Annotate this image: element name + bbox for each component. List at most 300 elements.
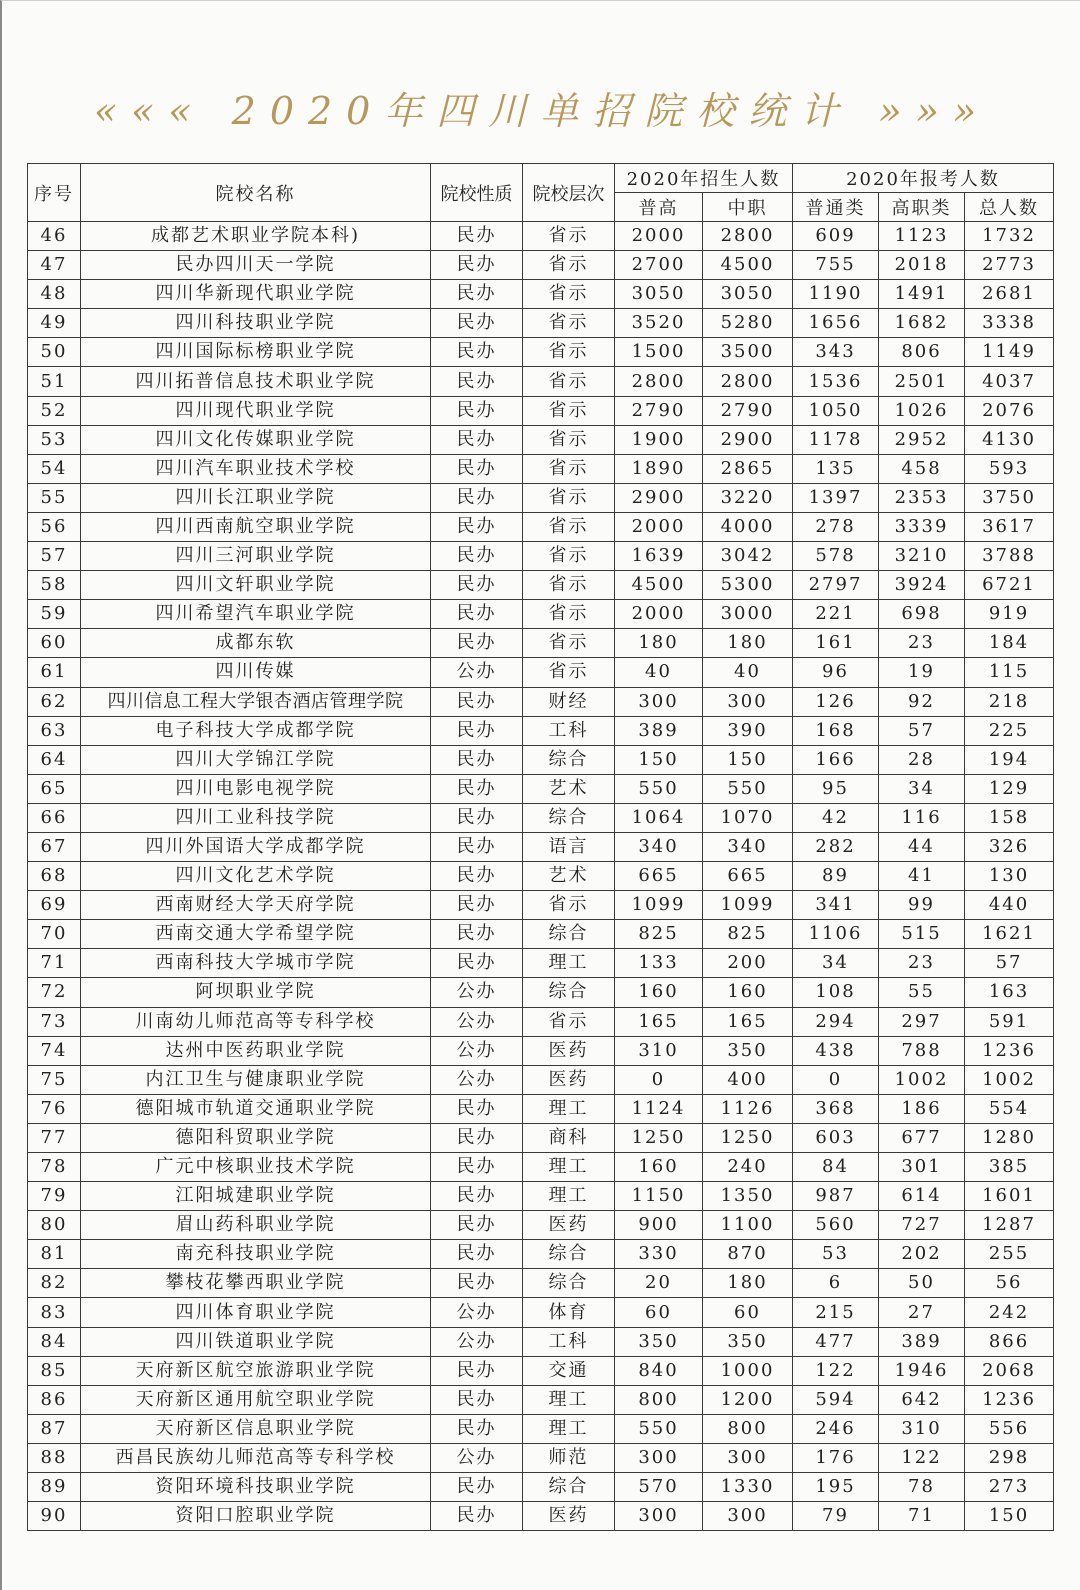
cell-gaozhi: 92 [879, 687, 965, 716]
cell-index: 69 [28, 891, 81, 920]
cell-nature: 民办 [431, 1502, 523, 1531]
cell-pugao: 330 [615, 1240, 703, 1269]
cell-level: 医药 [523, 1065, 615, 1094]
cell-gaozhi: 642 [879, 1385, 965, 1414]
cell-index: 85 [28, 1356, 81, 1385]
table-row [28, 832, 1054, 861]
cell-index: 76 [28, 1094, 81, 1123]
cell-gaozhi: 389 [879, 1327, 965, 1356]
cell-zhongzhi: 60 [703, 1298, 793, 1327]
table-row [28, 1065, 1054, 1094]
cell-putong: 1050 [793, 396, 879, 425]
cell-putong: 294 [793, 1007, 879, 1036]
cell-total: 56 [965, 1269, 1054, 1298]
cell-total: 2681 [965, 280, 1054, 309]
cell-putong: 368 [793, 1094, 879, 1123]
cell-putong: 603 [793, 1123, 879, 1152]
cell-nature: 民办 [431, 222, 523, 251]
table-row [28, 1502, 1054, 1531]
cell-total: 6721 [965, 571, 1054, 600]
cell-pugao: 665 [615, 862, 703, 891]
table-row [28, 1094, 1054, 1123]
cell-total: 130 [965, 862, 1054, 891]
cell-putong: 176 [793, 1443, 879, 1472]
cell-level: 艺术 [523, 774, 615, 803]
cell-putong: 1397 [793, 483, 879, 512]
cell-level: 理工 [523, 949, 615, 978]
cell-name: 内江卫生与健康职业学院 [81, 1065, 431, 1094]
cell-total: 591 [965, 1007, 1054, 1036]
cell-pugao: 160 [615, 978, 703, 1007]
cell-putong: 1106 [793, 920, 879, 949]
cell-index: 80 [28, 1211, 81, 1240]
cell-name: 眉山药科职业学院 [81, 1211, 431, 1240]
cell-putong: 168 [793, 716, 879, 745]
cell-putong: 126 [793, 687, 879, 716]
cell-putong: 53 [793, 1240, 879, 1269]
header-enroll-group: 2020年招生人数 [615, 164, 793, 193]
cell-index: 79 [28, 1182, 81, 1211]
cell-putong: 578 [793, 542, 879, 571]
cell-putong: 122 [793, 1356, 879, 1385]
cell-nature: 民办 [431, 338, 523, 367]
cell-level: 医药 [523, 1502, 615, 1531]
cell-level: 省示 [523, 338, 615, 367]
table-row [28, 1327, 1054, 1356]
cell-name: 攀枝花攀西职业学院 [81, 1269, 431, 1298]
cell-nature: 民办 [431, 629, 523, 658]
table-row [28, 920, 1054, 949]
cell-putong: 477 [793, 1327, 879, 1356]
cell-total: 385 [965, 1153, 1054, 1182]
cell-putong: 755 [793, 251, 879, 280]
cell-pugao: 60 [615, 1298, 703, 1327]
table-row [28, 1153, 1054, 1182]
cell-nature: 民办 [431, 1123, 523, 1152]
cell-nature: 民办 [431, 832, 523, 861]
cell-index: 74 [28, 1036, 81, 1065]
cell-name: 资阳口腔职业学院 [81, 1502, 431, 1531]
cell-zhongzhi: 150 [703, 745, 793, 774]
cell-gaozhi: 788 [879, 1036, 965, 1065]
cell-nature: 民办 [431, 512, 523, 541]
table-row [28, 280, 1054, 309]
cell-pugao: 350 [615, 1327, 703, 1356]
cell-pugao: 900 [615, 1211, 703, 1240]
cell-index: 57 [28, 542, 81, 571]
table-row [28, 396, 1054, 425]
cell-zhongzhi: 1070 [703, 803, 793, 832]
cell-nature: 民办 [431, 803, 523, 832]
cell-gaozhi: 19 [879, 658, 965, 687]
cell-index: 75 [28, 1065, 81, 1094]
cell-zhongzhi: 300 [703, 1443, 793, 1472]
cell-gaozhi: 297 [879, 1007, 965, 1036]
cell-level: 师范 [523, 1443, 615, 1472]
cell-total: 326 [965, 832, 1054, 861]
cell-index: 63 [28, 716, 81, 745]
cell-name: 四川工业科技学院 [81, 803, 431, 832]
cell-level: 交通 [523, 1356, 615, 1385]
cell-total: 593 [965, 454, 1054, 483]
cell-pugao: 1500 [615, 338, 703, 367]
cell-nature: 民办 [431, 862, 523, 891]
cell-index: 56 [28, 512, 81, 541]
cell-putong: 34 [793, 949, 879, 978]
cell-name: 四川西南航空职业学院 [81, 512, 431, 541]
cell-putong: 1536 [793, 367, 879, 396]
cell-zhongzhi: 665 [703, 862, 793, 891]
cell-index: 60 [28, 629, 81, 658]
table-row [28, 629, 1054, 658]
table-row [28, 1036, 1054, 1065]
cell-putong: 1190 [793, 280, 879, 309]
cell-level: 省示 [523, 891, 615, 920]
cell-gaozhi: 41 [879, 862, 965, 891]
cell-total: 4130 [965, 425, 1054, 454]
cell-level: 省示 [523, 600, 615, 629]
cell-total: 1601 [965, 1182, 1054, 1211]
cell-zhongzhi: 4000 [703, 512, 793, 541]
cell-pugao: 40 [615, 658, 703, 687]
table-row [28, 1473, 1054, 1502]
cell-nature: 民办 [431, 920, 523, 949]
cell-gaozhi: 27 [879, 1298, 965, 1327]
cell-total: 194 [965, 745, 1054, 774]
cell-putong: 89 [793, 862, 879, 891]
cell-zhongzhi: 5280 [703, 309, 793, 338]
cell-index: 68 [28, 862, 81, 891]
cell-zhongzhi: 200 [703, 949, 793, 978]
table-row [28, 978, 1054, 1007]
cell-index: 84 [28, 1327, 81, 1356]
cell-level: 综合 [523, 745, 615, 774]
cell-nature: 公办 [431, 978, 523, 1007]
cell-name: 德阳科贸职业学院 [81, 1123, 431, 1152]
cell-putong: 341 [793, 891, 879, 920]
cell-index: 53 [28, 425, 81, 454]
cell-zhongzhi: 1100 [703, 1211, 793, 1240]
cell-name: 西昌民族幼儿师范高等专科学校 [81, 1443, 431, 1472]
table-row [28, 1414, 1054, 1443]
cell-zhongzhi: 180 [703, 629, 793, 658]
cell-level: 综合 [523, 1240, 615, 1269]
cell-name: 四川文化艺术学院 [81, 862, 431, 891]
cell-level: 工科 [523, 1327, 615, 1356]
cell-name: 四川三河职业学院 [81, 542, 431, 571]
cell-pugao: 1250 [615, 1123, 703, 1152]
cell-index: 62 [28, 687, 81, 716]
cell-gaozhi: 1682 [879, 309, 965, 338]
cell-nature: 民办 [431, 1385, 523, 1414]
cell-total: 866 [965, 1327, 1054, 1356]
cell-level: 理工 [523, 1385, 615, 1414]
cell-level: 商科 [523, 1123, 615, 1152]
cell-zhongzhi: 3042 [703, 542, 793, 571]
header-apply-group: 2020年报考人数 [793, 164, 1054, 193]
cell-pugao: 3520 [615, 309, 703, 338]
cell-name: 四川文轩职业学院 [81, 571, 431, 600]
cell-pugao: 1150 [615, 1182, 703, 1211]
cell-gaozhi: 2501 [879, 367, 965, 396]
cell-level: 省示 [523, 542, 615, 571]
cell-gaozhi: 515 [879, 920, 965, 949]
cell-zhongzhi: 350 [703, 1036, 793, 1065]
cell-level: 理工 [523, 1153, 615, 1182]
cell-total: 115 [965, 658, 1054, 687]
cell-putong: 0 [793, 1065, 879, 1094]
table-row [28, 1443, 1054, 1472]
cell-level: 财经 [523, 687, 615, 716]
header-index: 序号 [28, 164, 81, 222]
cell-nature: 民办 [431, 454, 523, 483]
table-row [28, 891, 1054, 920]
cell-name: 四川科技职业学院 [81, 309, 431, 338]
cell-gaozhi: 3339 [879, 512, 965, 541]
table-row [28, 309, 1054, 338]
cell-total: 3617 [965, 512, 1054, 541]
cell-level: 省示 [523, 658, 615, 687]
cell-gaozhi: 23 [879, 949, 965, 978]
cell-gaozhi: 78 [879, 1473, 965, 1502]
cell-nature: 公办 [431, 1327, 523, 1356]
cell-pugao: 20 [615, 1269, 703, 1298]
cell-level: 省示 [523, 1007, 615, 1036]
cell-name: 四川长江职业学院 [81, 483, 431, 512]
cell-name: 天府新区通用航空职业学院 [81, 1385, 431, 1414]
cell-zhongzhi: 390 [703, 716, 793, 745]
cell-index: 47 [28, 251, 81, 280]
cell-index: 83 [28, 1298, 81, 1327]
cell-putong: 108 [793, 978, 879, 1007]
page-title: ««« 2020年四川单招院校统计 »»» [93, 89, 991, 133]
cell-gaozhi: 55 [879, 978, 965, 1007]
cell-zhongzhi: 4500 [703, 251, 793, 280]
cell-total: 1002 [965, 1065, 1054, 1094]
cell-gaozhi: 806 [879, 338, 965, 367]
header-zhongzhi: 中职 [703, 193, 793, 222]
cell-index: 61 [28, 658, 81, 687]
cell-putong: 987 [793, 1182, 879, 1211]
table-row [28, 600, 1054, 629]
cell-gaozhi: 614 [879, 1182, 965, 1211]
cell-index: 58 [28, 571, 81, 600]
cell-nature: 公办 [431, 1007, 523, 1036]
cell-pugao: 389 [615, 716, 703, 745]
cell-level: 工科 [523, 716, 615, 745]
cell-pugao: 825 [615, 920, 703, 949]
cell-name: 四川传媒 [81, 658, 431, 687]
cell-pugao: 165 [615, 1007, 703, 1036]
cell-pugao: 0 [615, 1065, 703, 1094]
cell-pugao: 800 [615, 1385, 703, 1414]
cell-level: 省示 [523, 629, 615, 658]
cell-zhongzhi: 350 [703, 1327, 793, 1356]
table-row [28, 1240, 1054, 1269]
cell-total: 1149 [965, 338, 1054, 367]
cell-gaozhi: 34 [879, 774, 965, 803]
cell-total: 242 [965, 1298, 1054, 1327]
cell-index: 64 [28, 745, 81, 774]
cell-total: 556 [965, 1414, 1054, 1443]
cell-putong: 609 [793, 222, 879, 251]
cell-gaozhi: 2353 [879, 483, 965, 512]
cell-name: 四川体育职业学院 [81, 1298, 431, 1327]
cell-pugao: 2000 [615, 222, 703, 251]
cell-level: 省示 [523, 396, 615, 425]
cell-level: 综合 [523, 1269, 615, 1298]
cell-total: 150 [965, 1502, 1054, 1531]
cell-nature: 公办 [431, 1036, 523, 1065]
cell-total: 184 [965, 629, 1054, 658]
cell-zhongzhi: 2800 [703, 222, 793, 251]
cell-zhongzhi: 180 [703, 1269, 793, 1298]
cell-level: 省示 [523, 309, 615, 338]
cell-nature: 民办 [431, 1211, 523, 1240]
cell-nature: 民办 [431, 251, 523, 280]
cell-gaozhi: 57 [879, 716, 965, 745]
header-pugao: 普高 [615, 193, 703, 222]
cell-gaozhi: 1002 [879, 1065, 965, 1094]
cell-gaozhi: 116 [879, 803, 965, 832]
cell-gaozhi: 2952 [879, 425, 965, 454]
cell-index: 59 [28, 600, 81, 629]
cell-gaozhi: 186 [879, 1094, 965, 1123]
cell-nature: 民办 [431, 1153, 523, 1182]
cell-pugao: 150 [615, 745, 703, 774]
table-row [28, 512, 1054, 541]
cell-index: 67 [28, 832, 81, 861]
cell-total: 1621 [965, 920, 1054, 949]
cell-gaozhi: 727 [879, 1211, 965, 1240]
cell-name: 天府新区航空旅游职业学院 [81, 1356, 431, 1385]
cell-pugao: 2900 [615, 483, 703, 512]
cell-level: 理工 [523, 1094, 615, 1123]
cell-gaozhi: 3924 [879, 571, 965, 600]
cell-putong: 278 [793, 512, 879, 541]
cell-name: 四川电影电视学院 [81, 774, 431, 803]
cell-zhongzhi: 3220 [703, 483, 793, 512]
cell-nature: 公办 [431, 1443, 523, 1472]
cell-index: 88 [28, 1443, 81, 1472]
cell-total: 255 [965, 1240, 1054, 1269]
cell-putong: 42 [793, 803, 879, 832]
cell-putong: 1656 [793, 309, 879, 338]
cell-nature: 民办 [431, 745, 523, 774]
cell-total: 158 [965, 803, 1054, 832]
table-row [28, 1007, 1054, 1036]
cell-putong: 95 [793, 774, 879, 803]
cell-gaozhi: 3210 [879, 542, 965, 571]
cell-zhongzhi: 800 [703, 1414, 793, 1443]
cell-zhongzhi: 1000 [703, 1356, 793, 1385]
cell-zhongzhi: 3050 [703, 280, 793, 309]
cell-total: 225 [965, 716, 1054, 745]
cell-putong: 135 [793, 454, 879, 483]
cell-pugao: 2000 [615, 600, 703, 629]
cell-index: 48 [28, 280, 81, 309]
cell-nature: 民办 [431, 483, 523, 512]
cell-gaozhi: 28 [879, 745, 965, 774]
cell-zhongzhi: 300 [703, 1502, 793, 1531]
cell-pugao: 1900 [615, 425, 703, 454]
cell-nature: 公办 [431, 658, 523, 687]
table-row [28, 803, 1054, 832]
header-total: 总人数 [965, 193, 1054, 222]
cell-index: 46 [28, 222, 81, 251]
cell-zhongzhi: 160 [703, 978, 793, 1007]
cell-putong: 560 [793, 1211, 879, 1240]
cell-putong: 195 [793, 1473, 879, 1502]
cell-total: 2068 [965, 1356, 1054, 1385]
cell-gaozhi: 1491 [879, 280, 965, 309]
cell-putong: 161 [793, 629, 879, 658]
cell-name: 四川信息工程大学银杏酒店管理学院 [81, 687, 431, 716]
cell-zhongzhi: 2900 [703, 425, 793, 454]
cell-level: 省示 [523, 222, 615, 251]
cell-index: 89 [28, 1473, 81, 1502]
table-row [28, 571, 1054, 600]
table-row [28, 658, 1054, 687]
cell-name: 成都艺术职业学院本科) [81, 222, 431, 251]
cell-pugao: 300 [615, 687, 703, 716]
cell-gaozhi: 1946 [879, 1356, 965, 1385]
cell-gaozhi: 50 [879, 1269, 965, 1298]
cell-name: 四川华新现代职业学院 [81, 280, 431, 309]
cell-gaozhi: 310 [879, 1414, 965, 1443]
table-row [28, 687, 1054, 716]
cell-zhongzhi: 1126 [703, 1094, 793, 1123]
cell-gaozhi: 698 [879, 600, 965, 629]
cell-total: 919 [965, 600, 1054, 629]
cell-zhongzhi: 1099 [703, 891, 793, 920]
cell-total: 2076 [965, 396, 1054, 425]
cell-name: 四川国际标榜职业学院 [81, 338, 431, 367]
cell-pugao: 3050 [615, 280, 703, 309]
cell-nature: 公办 [431, 1298, 523, 1327]
cell-pugao: 340 [615, 832, 703, 861]
cell-zhongzhi: 2790 [703, 396, 793, 425]
cell-zhongzhi: 3000 [703, 600, 793, 629]
cell-total: 440 [965, 891, 1054, 920]
cell-zhongzhi: 2865 [703, 454, 793, 483]
cell-putong: 2797 [793, 571, 879, 600]
cell-zhongzhi: 400 [703, 1065, 793, 1094]
cell-nature: 公办 [431, 1065, 523, 1094]
cell-pugao: 2700 [615, 251, 703, 280]
cell-pugao: 310 [615, 1036, 703, 1065]
cell-pugao: 550 [615, 1414, 703, 1443]
cell-total: 2773 [965, 251, 1054, 280]
table-row [28, 1385, 1054, 1414]
cell-level: 理工 [523, 1414, 615, 1443]
cell-total: 554 [965, 1094, 1054, 1123]
table-row [28, 454, 1054, 483]
cell-level: 综合 [523, 1473, 615, 1502]
cell-pugao: 1124 [615, 1094, 703, 1123]
cell-pugao: 180 [615, 629, 703, 658]
cell-total: 163 [965, 978, 1054, 1007]
cell-total: 4037 [965, 367, 1054, 396]
cell-level: 综合 [523, 803, 615, 832]
table-row [28, 745, 1054, 774]
cell-gaozhi: 71 [879, 1502, 965, 1531]
cell-putong: 215 [793, 1298, 879, 1327]
cell-index: 50 [28, 338, 81, 367]
cell-name: 四川汽车职业技术学校 [81, 454, 431, 483]
table-row [28, 774, 1054, 803]
cell-name: 资阳环境科技职业学院 [81, 1473, 431, 1502]
